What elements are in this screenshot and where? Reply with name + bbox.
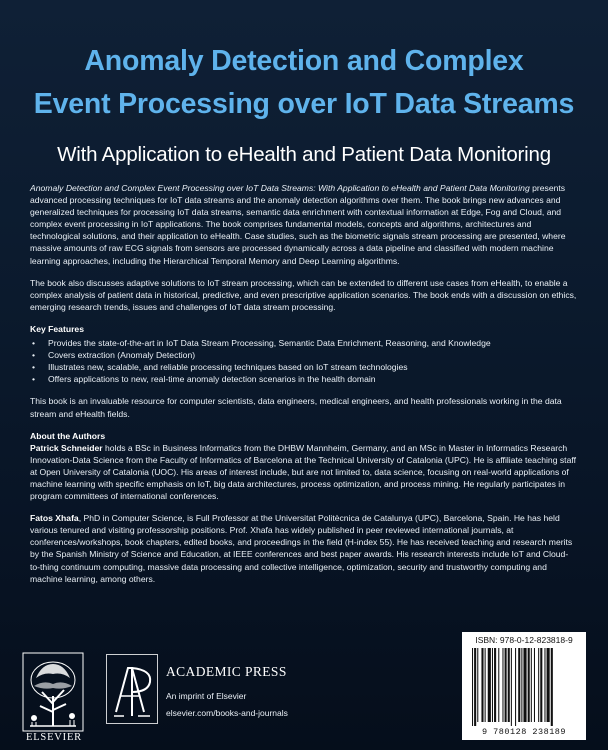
book-title-line-2: Event Processing over IoT Data Streams <box>33 88 575 120</box>
barcode-bar <box>534 648 535 722</box>
key-feature-item: • Provides the state-of-the-art in IoT Data Stream Processing, Semantic Data Enrichment, Reasoning, and Knowledge <box>30 337 578 349</box>
barcode-bar <box>521 648 522 722</box>
barcode-bar <box>488 648 491 722</box>
author-2-name: Fatos Xhafa <box>30 513 79 524</box>
description-paragraph-1 <box>30 182 578 267</box>
author-1-name: Patrick Schneider <box>30 442 103 453</box>
barcode-bar <box>531 648 532 722</box>
barcode-bar <box>481 648 483 722</box>
elsevier-tree-logo-icon <box>22 652 84 732</box>
barcode-bar <box>518 648 520 722</box>
author-2-bio-text: , PhD in Computer Science, is Full Professor at the Universitat Politècnica de Catalunya (UPC), Barcelona, Spain. He has held various tenured and visiting professorship positions. Prof. Xhafa has widely published in peer reviewed international journals, at conferences/workshops, book chapters, edited books, and proceedings in the field (H-index 55). He has received teaching and research merits by the Spanish Ministry of Science and Education, at IEEE conferences and best paper awards. His research interests include IoT and Cloud-to-thing continuum computing, massive data processing and collective intelligence, optimization, security and trustworthy computing and machine learning, among others. <box>30 513 573 584</box>
author-2-bio <box>30 512 578 585</box>
barcode-number: 9 780128 238189 <box>481 727 566 737</box>
barcode-bar <box>472 648 473 726</box>
book-title <box>0 40 608 126</box>
key-features-list <box>30 337 578 385</box>
barcode-bar <box>547 648 550 722</box>
academic-press-name: ACADEMIC PRESS <box>166 664 287 679</box>
book-subtitle: With Application to eHealth and Patient Data Monitoring <box>57 143 551 166</box>
barcode-bar <box>551 648 553 726</box>
isbn-text: ISBN: 978-0-12-823818-9 <box>475 635 573 645</box>
barcode-bar <box>544 648 545 722</box>
barcode-bar <box>474 648 476 726</box>
barcode-bars-icon <box>470 648 578 726</box>
back-cover-text <box>30 182 578 585</box>
key-feature-item: • Covers extraction (Anomaly Detection) <box>30 349 578 361</box>
barcode-bar <box>528 648 530 722</box>
barcode-bar <box>477 648 478 722</box>
description-paragraph-1-text: presents advanced processing techniques for IoT data streams and the anomaly detection algorithms over them. The book brings new advances and generalized techniques for processing IoT data streams, semantic data enrichment with contextual information at Edge, Fog and Cloud, and complex event processing in IoT applications. The book comprises fundamental models, concepts and algorithms, architectures and technological solutions, and their application to eHealth. Case studies, such as the biometric signals stream processing are presented, where massive amounts of raw ECG signals from sensors are processed dynamically across a data pipeline and classified with modern machine learning approaches, including the Hierarchical Temporal Memory and Deep Learning algorithms. <box>30 183 566 266</box>
barcode-bar <box>538 648 539 722</box>
imprint-text: An imprint of Elsevier <box>166 691 247 701</box>
audience-paragraph: This book is an invaluable resource for computer scientists, data engineers, medical engineers, and health professionals working in the data stream and eHealth fields. <box>30 396 562 419</box>
barcode-bar <box>505 648 507 722</box>
barcode-bar <box>502 648 503 722</box>
description-italic-title: Anomaly Detection and Complex Event Processing over IoT Data Streams: With Application to eHealth and Patient Data Monitoring <box>30 183 530 193</box>
key-features-heading: Key Features <box>30 323 84 334</box>
barcode-bar <box>498 648 499 722</box>
barcode-bar <box>511 648 512 726</box>
barcode-bar <box>540 648 542 722</box>
description-paragraph-2: The book also discusses adaptive solutions to IoT stream processing, which can be extended to different use cases from eHealth, to enable a complex analysis of patient data in historical, predictive, and even prescriptive application scenarios. The book ends with a discussion on ethics, emerging research trends, issues and challenges of IoT data stream processing. <box>30 277 577 312</box>
barcode-bar <box>515 648 516 726</box>
key-feature-item: • Offers applications to new, real-time anomaly detection scenarios in the health domain <box>30 373 578 385</box>
academic-press-logo-icon <box>106 654 158 724</box>
barcode-bar <box>485 648 486 722</box>
book-title-line-1: Anomaly Detection and Complex <box>84 45 524 77</box>
barcode-bar <box>523 648 526 722</box>
about-authors-heading: About the Authors <box>30 430 106 441</box>
publisher-url: elsevier.com/books-and-journals <box>166 708 288 718</box>
author-1-bio-text: holds a BSc in Business Informatics from the DHBW Mannheim, Germany, and an MSc in Master in Informatics Research Innovation-Data Science from the Faculty of Informatics of Barcelona at the Technical University of Catalonia (UPC). He is affiliate teaching staff at Open University of Catalonia (UOC). His areas of interest include, but are not limited to, data science, focusing on real-world applications of machine learning with specific emphasis on IoT, big data architectures, process optimization, and process mining. He regularly participates in program committees of international conferences. <box>30 442 576 502</box>
barcode-bar <box>508 648 510 722</box>
barcode-bar <box>494 648 496 722</box>
elsevier-wordmark: ELSEVIER <box>26 732 82 743</box>
author-1-bio <box>30 442 578 502</box>
barcode-bar <box>492 648 493 722</box>
isbn-barcode <box>462 632 586 740</box>
key-feature-item: • Illustrates new, scalable, and reliable processing techniques based on IoT stream technologies <box>30 361 578 373</box>
